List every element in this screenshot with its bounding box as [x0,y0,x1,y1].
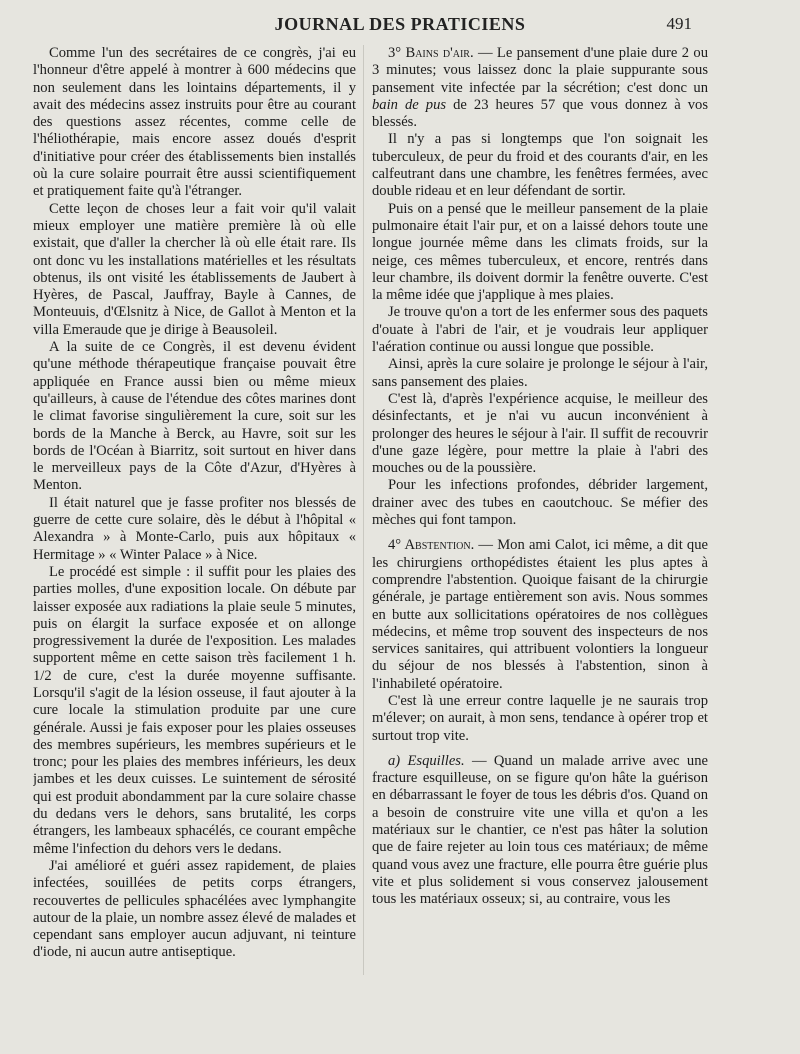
running-title: JOURNAL DES PRATICIENS [274,14,526,34]
section-a-paragraph [372,753,708,909]
paragraph: Il était naturel que je fasse profiter nos blessés de guerre de cette cure solaire, dès le début à l'hôpital « Alexandra » à Monte-Carlo, puis aux hôpitaux « Hermitage » « Winter Palace » à Nice. [33,494,356,563]
section-3-italic: bain de pus [372,96,447,113]
paragraph: J'ai amélioré et guéri assez rapidement, de plaies infectées, souillées de petits corps étrangers, recouvertes de pellicules sphacélées avec lymphangite autour de la plaie, un nombre assez élevé de malades et cependant sans employer aucun adjuvant, ni teinture d'iode, ni aucun autre antiseptique. [33,857,356,961]
section-4-text: — Mon ami Calot, ici même, a dit que les chirurgiens orthopédistes étaient les plus aptes à comprendre l'abstention. Quoique faisant de la chirurgie générale, je partage entièrement son avis. Nous sommes en butte aux sollicitations opératoires de nos collègues médecins, et même trop souvent des inspecteurs de nos services sanitaires, qui attribuent volontiers la longueur du séjour de nos blessés à l'abstention, sinon à l'inhabileté opératoire. [372,537,708,692]
paragraph: Puis on a pensé que le meilleur pansement de la plaie pulmonaire était l'air pur, et on a laissé dehors toute une longue journée même dans les climats froids, sur la neige, ces mêmes tuberculeux, et encore, rentrés dans leur chambre, ils doivent dormir la fenêtre ouverte. C'est la même idée que j'applique à mes plaies. [372,200,708,304]
section-4-heading: 4° Abstention. [388,537,475,554]
section-3-text-end: de 23 heures 57 que vous donnez à vos blessés. [372,96,708,131]
paragraph: Il n'y a pas si longtemps que l'on soignait les tuberculeux, de peur du froid et des courants d'air, en les calfeutrant dans une chambre, les fenêtres fermées, avec double rideau et en leur défendant de sortir. [372,131,708,200]
section-3-paragraph [372,45,708,131]
paragraph: Pour les infections profondes, débrider largement, drainer avec des tubes en caoutchouc. Se méfier des mèches qui font tampon. [372,477,708,529]
section-3-text: — Le pansement d'une plaie dure 2 ou 3 minutes; vous laissez donc la plaie suppurante sous pansement vite infectée par la sécrétion; c'est donc un [372,45,708,96]
column-divider [363,45,364,975]
paragraph: A la suite de ce Congrès, il est devenu évident qu'une méthode thérapeutique française pouvait être appliquée en France aussi bien ou même mieux qu'ailleurs, à cause de l'étendue des côtes marines dont le climat favorise singulièrement la cure, soit sur les bords de la Manche à Berck, au Havre, soit sur les bords de l'Océan à Biarritz, soit surtout en hiver dans le merveilleux pays de la Côte d'Azur, d'Hyères à Menton. [33,339,356,494]
paragraph: Ainsi, après la cure solaire je prolonge le séjour à l'air, sans pansement des plaies. [372,356,708,390]
section-3-heading: 3° Bains d'air. [388,45,474,61]
paragraph: C'est là une erreur contre laquelle je ne saurais trop m'élever; on aurait, à mon sens, tendance à opérer trop et surtout trop vite. [372,692,708,744]
paragraph: Comme l'un des secrétaires de ce congrès, j'ai eu l'honneur d'être appelé à montrer à 600 médecins que non seulement dans les lointains départements, il y avait des médecins assez instruits pour être au courant des questions assez récentes, comme celle de l'héliothérapie, mais encore assez doués d'esprit d'initiative pour créer des établissements bien installés où la cure solaire pourrait être aussi scientifiquement et pratiquement faite qu'à l'étranger. [33,45,356,200]
page-header [0,14,800,40]
section-a-text: — Quand un malade arrive avec une fracture esquilleuse, on se figure qu'on hâte la guérison en débarrassant le foyer de tous les débris d'os. Quand on a besoin de construire vite une villa et qu'on a les matériaux sur le chantier, ce n'est pas hâter la solution que de faire rejeter au loin tous ces matériaux; de même quand vous avez une fracture, elle pourra être guérie plus vite et plus solidement si vous conservez jalousement tous les matériaux osseux; si, au contraire, vous les [372,752,708,908]
left-column [33,45,356,1035]
section-4-paragraph [372,537,708,693]
page-number: 491 [666,14,692,33]
paragraph: Le procédé est simple : il suffit pour les plaies des parties molles, d'une exposition locale. On débute par laisser exposée aux radiations la plaie seule 5 minutes, puis on élargit la surface exposée et on allonge progressivement la durée de l'exposition. Les malades supportent même en cette saison très facilement 1 h. 1/2 de cure, c'est la durée moyenne suffisante. Lorsqu'il s'agit de la lésion osseuse, il faut ajouter à la cure locale la stimulation produite par une cure générale. Aussi je fais exposer pour les plaies osseuses des membres supérieurs, les membres supérieurs et le tronc; pour les plaies des membres inférieurs, les deux jambes et les deux cuisses. Le suintement de sérosité qui est produit abondamment par la cure solaire chasse du dedans vers le dehors, sans brutalité, les corps étrangers, les lambeaux sphacélés, ce courant empêche même l'infection du dehors vers le dedans. [33,563,356,857]
paragraph: Cette leçon de choses leur a fait voir qu'il valait mieux employer une matière première là où elle existait, que d'aller la chercher là où elle était rare. Ils ont donc vu les installations matérielles et les résultats obtenus, ils ont visité les établissements de Jaubert à Hyères, de Pascal, Jauffray, Bayle à Cannes, de Monteuuis, d'Œlsnitz à Nice, de Gallot à Menton et la villa Emeraude que je dirige à Beausoleil. [33,200,356,338]
paragraph: Je trouve qu'on a tort de les enfermer sous des paquets d'ouate à l'abri de l'air, et je voudrais leur appliquer l'aération continue ou aussi longue que possible. [372,304,708,356]
paragraph: C'est là, d'après l'expérience acquise, le meilleur des désinfectants, et je n'ai vu aucun inconvénient à prolonger des heures le séjour à l'air. Il suffit de recouvrir d'une gaze légère, pour mettre la plaie à l'abri des mouches ou de la poussière. [372,390,708,477]
section-a-heading: a) Esquilles. [388,752,465,769]
right-column [372,45,708,1035]
